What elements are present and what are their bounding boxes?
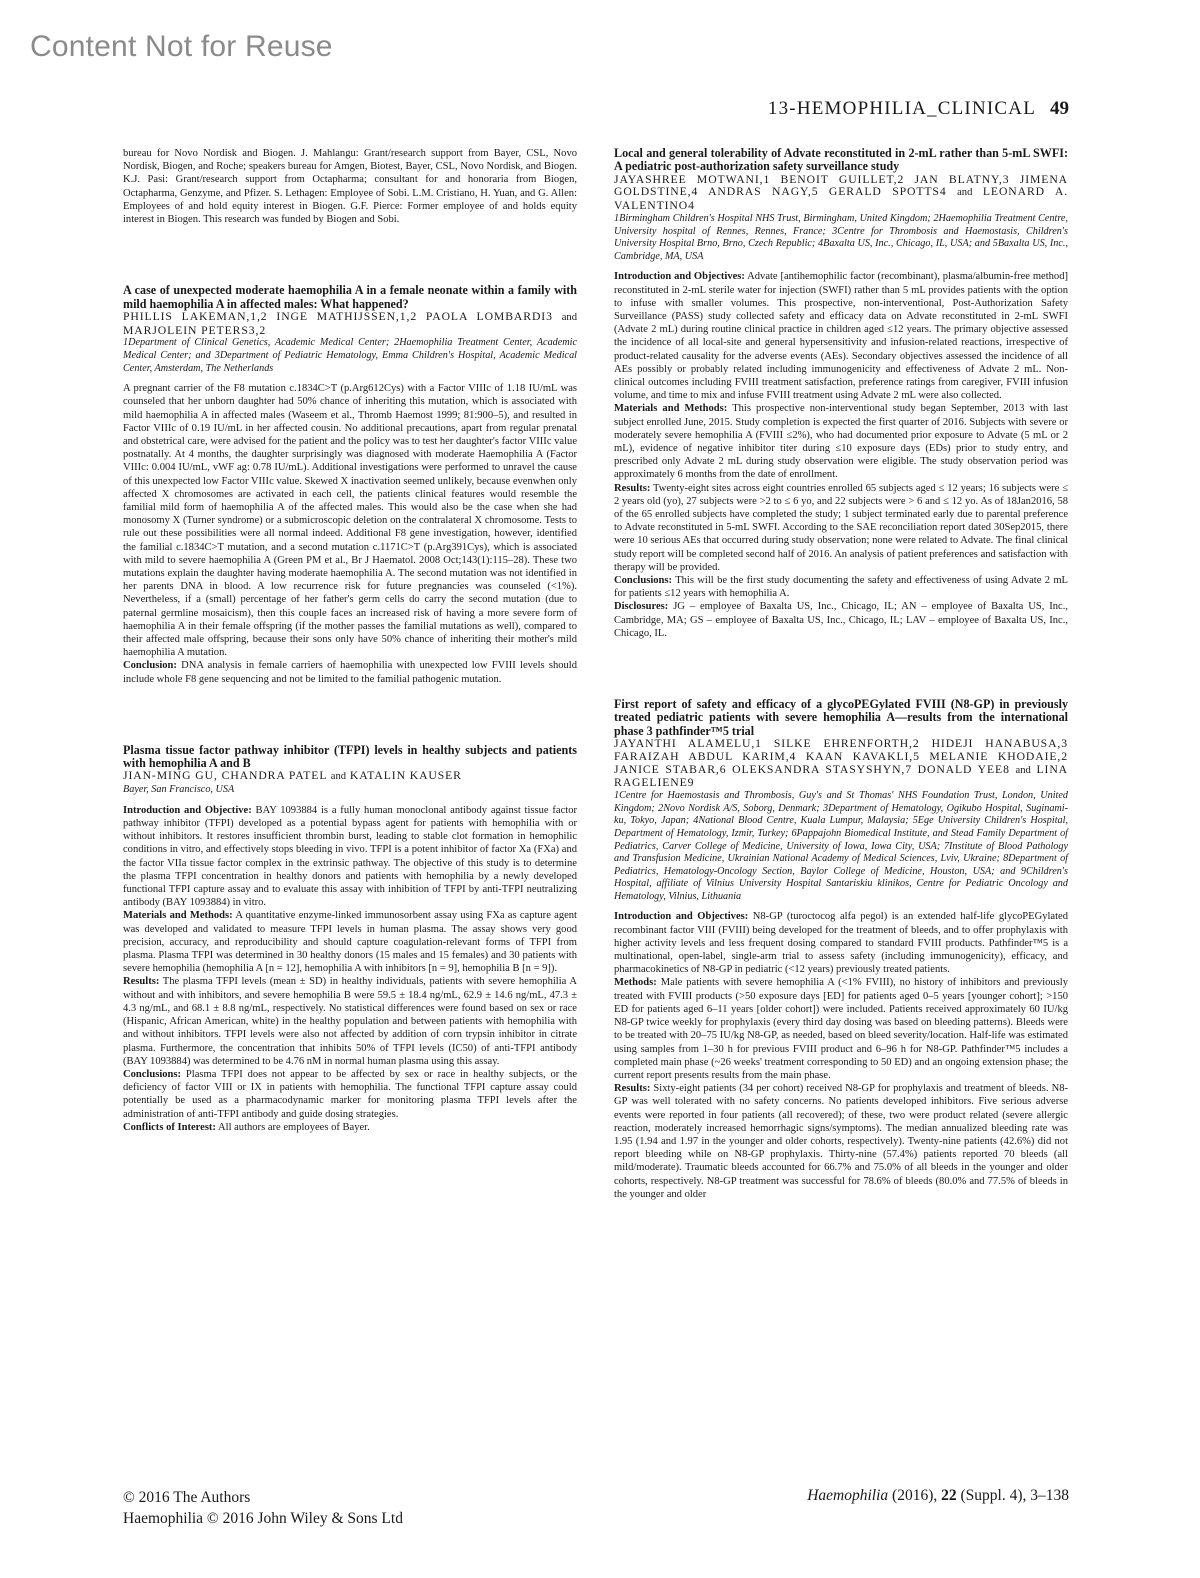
abstract-results: Results: Twenty-eight sites across eight countries enrolled 65 subjects aged ≤ 12 years; 16 subjects were ≤ 2 years old (yo), 27 subjects were >2 to ≤ 6 yo, and 22 subjects were > 6 and ≤ 12 yo. As of 18Jan2016, 58 of the 65 enrolled subjects have completed the study; 1 subject terminated early due to parental preference to Advate reconstituted in 5-mL SWFI. According to the SAE reconciliation report dated 30Sep2015, there were 10 serious AEs that occurred during study observation; none were related to Advate. The final clinical study report will be completed second half of 2016. An analysis of patient preferences and satisfaction with therapy will be provided.: [614, 482, 1068, 573]
abstract-introduction: Introduction and Objectives: Advate [antihemophilic factor (recombinant), plasma/albumin-free method] reconstituted in 2-mL sterile water for injection (SWFI) rather than 5 mL provides patients with the option to infuse with smaller volumes. This prospective, non-interventional, Post-Authorization Safety Surveillance (PASS) study collected safety and efficacy data on Advate reconstituted in 2-mL SWFI (Advate 2 mL) during routine clinical practice in children aged ≤12 years. The primary objective assessed the incidence of all local-site and general hypersensitivity and infusion-related reactions, irrespective of product-related causality for the adverse events (AEs). Secondary objectives assessed the incidence of all AEs possibly or probably related including immunogenicity and effectiveness of Advate 2 mL. Non-clinical outcomes including FVIII treatment satisfaction, preference ratings from caregiver, FVIII infusion volume, and time to mix and infuse FVIII treatment using Advate 2 mL were also collected.: [614, 271, 1068, 402]
abstract-affiliations: 1Birmingham Children's Hospital NHS Trust, Birmingham, United Kingdom; 2Haemophilia Treatment Centre, University hospital of Rennes, Rennes, France; 3Centre for Thrombosis and Haemostasis, Children's University Hospital Brno, Brno, Czech Republic; 4Baxalta US, Inc., Chicago, IL, USA; and 5Baxalta US, Inc., Cambridge, MA, USA: [614, 212, 1068, 262]
running-head: [768, 98, 1069, 120]
abstract-title: First report of safety and efficacy of a glycoPEGylated FVIII (N8-GP) in previously treated pediatric patients with severe hemophilia A—results from the international phase 3 pathfinder™5 trial: [614, 697, 1068, 738]
continuation-text: bureau for Novo Nordisk and Biogen. J. Mahlangu: Grant/research support from Bayer, CSL, Novo Nordisk, Biogen, and Roche; speakers bureau for Amgen, Biotest, Bayer, CSL, Novo Nordisk, and Biogen. K.J. Pasi: Grant/research support from Octapharma; consultant for and honoraria from Biogen, Octapharma, Genzyme, and Pfizer. S. Lethagen: Employee of Sobi. L.M. Cristiano, H. Yuan, and G. Allen: Employees of and hold equity interest in Biogen. G.F. Pierce: Former employee of and holds equity interest in Biogen. This research was funded by Biogen and Sobi.: [123, 148, 577, 226]
abstract-affiliations: 1Department of Clinical Genetics, Academic Medical Center; 2Haemophilia Treatment Center, Academic Medical Center; and 3Department of Pediatric Hematology, Emma Children's Hospital, Academic Medical Center, Amsterdam, The Netherlands: [123, 337, 577, 374]
abstract-female-neonate: [123, 284, 577, 686]
abstract-authors: JAYANTHI ALAMELU,1 SILKE EHRENFORTH,2 HIDEJI HANABUSA,3 FARAIZAH ABDUL KARIM,4 KAAN KAVAKLI,5 MELANIE KHODAIE,2 JANICE STABAR,6 OLEKSANDRA STASYSHYN,7 DONALD YEE8 and LINA RAGELIENE9: [614, 736, 1068, 790]
abstract-methods: Methods: Male patients with severe hemophilia A (<1% FVIII), no history of inhibitors and previously treated with FVIII products (>50 exposure days [ED] for patients aged 0–5 years [younger cohort]; >150 ED for patients aged 6–11 years [older cohort]) were included. Patients received approximately 60 IU/kg N8-GP twice weekly for prophylaxis (every third day dosing was based on bleeding patterns). Bleeds were to be treated with 20–75 IU/kg N8-GP, as needed, based on bleed severity/location. Half-life was estimated using samples from 1–30 h for previous FVIII product and 6–96 h for N8-GP. Pathfinder™5 includes a completed main phase (~26 weeks' treatment corresponding to 50 ED) and an ongoing extension phase; the current report presents results from the main phase.: [614, 977, 1068, 1081]
abstract-affiliations: Bayer, San Francisco, USA: [123, 784, 235, 796]
volume: 22: [941, 1487, 957, 1504]
copyright-line: © 2016 The Authors: [123, 1489, 251, 1506]
footer-citation: [807, 1487, 1069, 1505]
abstract-methods: Materials and Methods: A quantitative enzyme-linked immunosorbent assay using FXa as capture agent was developed and validated to measure TFPI levels in human plasma. The assay shows very good precision, accuracy, and reproducibility and should capture coagulation-relevant forms of TFPI from plasma. Plasma TFPI was determined in 30 healthy donors (15 males and 15 females) and 30 patients with severe hemophilia (hemophilia A [n = 12], hemophilia A with inhibitors [n = 9], hemophilia B [n = 9]).: [123, 910, 577, 975]
footer-copyright: [123, 1487, 403, 1529]
abstract-authors: JAYASHREE MOTWANI,1 BENOIT GUILLET,2 JAN BLATNY,3 JIMENA GOLDSTINE,4 ANDRAS NAGY,5 GERALD SPOTTS4 and LEONARD A. VALENTINO4: [614, 172, 1069, 213]
abstract-conflicts: Conflicts of Interest: All authors are employees of Bayer.: [123, 1121, 370, 1133]
abstract-affiliations: 1Centre for Haemostasis and Thrombosis, Guy's and St Thomas' NHS Foundation Trust, London, United Kingdom; 2Novo Nordisk A/S, Soborg, Denmark; 3Department of Hematology, Ogikubo Hospital, Suginami-ku, Tokyo, Japan; 4National Blood Centre, Kuala Lumpur, Malaysia; 5Ege University Children's Hospital, Department of Hematology, Izmir, Turkey; 6Pappajohn Biomedical Institute, and Stead Family Department of Pediatrics, Carver College of Medicine, University of Iowa, Iowa City, USA; 7Institute of Blood Pathology and Transfusion Medicine, Ukrainian National Academy of Medical Sciences, Lviv, Ukraine; 8Department of Pediatrics, Hematology-Oncology Section, Baylor College of Medicine, Houston, USA; and 9Children's Hospital, affiliate of Vilnius University Hospital Santariskiu klinikos, Centre for Pediatric Oncology and Hematology, Vilnius, Lithuania: [614, 790, 1068, 902]
journal-name: Haemophilia: [807, 1487, 889, 1504]
abstract-conclusions: Conclusions: Plasma TFPI does not appear to be affected by sex or race in healthy subjects, or the deficiency of factor VIII or IX in patients with hemophilia. The functional TFPI capture assay could potentially be used as a pharmacodynamic marker for monitoring plasma TFPI levels after the administration of anti-TFPI antibody and guide dosing strategies.: [123, 1068, 578, 1120]
page-number: 49: [1050, 98, 1069, 119]
section-title: 13-HEMOPHILIA_CLINICAL: [767, 98, 1036, 119]
abstract-title: Plasma tissue factor pathway inhibitor (TFPI) levels in healthy subjects and patients with hemophilia A and B: [123, 742, 577, 771]
watermark: Content Not for Reuse: [30, 30, 333, 63]
abstract-advate-2ml: [614, 147, 1068, 640]
abstract-conclusions: Conclusions: This will be the first study documenting the safety and effectiveness of using Advate 2 mL for patients ≤12 years with hemophilia A.: [614, 575, 1069, 600]
abstract-conclusion: Conclusion: DNA analysis in female carriers of haemophilia with unexpected low FVIII levels should include whole F8 gene sequencing and not be limited to the familial pathogenic mutation.: [123, 660, 578, 685]
abstract-results: Results: The plasma TFPI levels (mean ± SD) in healthy individuals, patients with severe hemophilia A without and with inhibitors, and severe hemophilia B were 59.5 ± 18.4 ng/mL, 62.9 ± 14.6 ng/mL, 47.3 ± 4.3 ng/mL, and 68.1 ± 8.8 ng/mL, respectively. No statistical differences were found based on sex or race (Hispanic, African American, white) in the healthy population and between patients with hemophilia with and without inhibitors. TFPI levels were also not affected by addition of corn trypsin inhibitor in citrate plasma. Furthermore, the concentration that inhibits 50% of TFPI levels (IC50) of anti-TFPI antibody (BAY 1093884) was determined to be 4.76 nM in normal human plasma using this assay.: [123, 976, 577, 1067]
abstract-introduction: Introduction and Objectives: N8-GP (turoctocog alfa pegol) is an extended half-life glycoPEGylated recombinant factor VIII (FVIII) being developed for the treatment of bleeds, and to offer prophylaxis with higher activity levels and less frequent dosing compared to standard FVIII products. Pathfinder™5 is a multinational, open-label, single-arm trial to assess safety (including immunogenicity), efficacy, and pharmacokinetics of N8-GP in pediatric (<12 years) previously treated patients.: [614, 911, 1068, 976]
abstract-disclosures: Disclosures: JG – employee of Baxalta US, Inc., Chicago, IL; AN – employee of Baxalta US, Inc., Cambridge, MA; GS – employee of Baxalta US, Inc., Chicago, IL; LAV – employee of Baxalta US, Inc., Chicago, IL.: [614, 601, 1068, 639]
citation-year: (2016),: [892, 1487, 938, 1504]
abstract-title: Local and general tolerability of Advate reconstituted in 2-mL rather than 5-mL SWFI: A pediatric post-authorization safety surveillance study: [614, 146, 1068, 174]
abstract-body: A pregnant carrier of the F8 mutation c.1834C>T (p.Arg612Cys) with a Factor VIIIc of 1.18 IU/mL was counseled that her unborn daughter had 50% chance of inheriting this mutation, which is associated with mild haemophilia A in affected males (Waseem et al., Thromb Haemost 1999; 81:900–5), and resulted in Factor VIIIc of 0.19 IU/mL in her affected cousin. No additional precautions, apart from regular prenatal and obstetrical care, were advised for the patient and the policy was to test her daughter's factor VIIIc value postnatally. At 4 months, the daughter surprisingly was diagnosed with moderate Haemophilia A (Factor VIIIc: 0.004 IU/mL, vWF ag: 0.78 IU/mL). Additional investigations were performed to unravel the cause of this unexpected low Factor VIIIc value. Skewed X inactivation seemed unlikely, because evenwhen only affected X chromosomes are activated in each cell, the patients clinical features would resemble the familial mild form of haemophilia A of the affected males. This would also be the case when she had monosomy X (Turner syndrome) or a submicroscopic deletion on the contralateral X chromosome. Tests to rule out these possibilities were all normal indeed. Additional F8 gene investigation, however, identified the familial c.1834C>T mutation, and a second mutation c.1171C>T (p.Arg391Cys), which is associated with mild to severe haemophilia A (Green PM et al., Br J Haematol. 2008 Oct;143(1):115–28). These two mutations explain the daughter having moderate haemophilia A. The second mutation was not identified in her parents DNA in blood. A low recurrence risk for future pregnancies was counseled (<1%). Nevertheless, if a (small) percentage of her father's germ cells do carry the second mutation (due to paternal germline mosaicism), then this couple faces an increased risk of having a more severe form of haemophilia A in their female offspring (if the mother passes the familial mutations as well), compared to their affected male offspring, because their sons only have 50% chance of inheriting their mother's mild haemophilia A mutation.: [123, 383, 577, 659]
abstract-tfpi-levels: [123, 744, 577, 1134]
abstract-introduction: Introduction and Objective: BAY 1093884 is a fully human monoclonal antibody against tissue factor pathway inhibitor (TFPI) developed as a potential bypass agent for patients with hemophilia with or without inhibitors. It restores insufficient thrombin burst, leading to stable clot formation in hemophilic conditions in vitro, and effectively stops bleeding in vivo. TFPI is a potent inhibitor of factor Xa (FXa) and the factor VIIa tissue factor complex in the extrinsic pathway. The objective of this study is to determine the plasma TFPI concentration in healthy donors and patients with hemophilia by a newly developed functional TFPI capture assay and to evaluate this assay with inhibition of TFPI by anti-TFPI neutralizing antibody (BAY 1093884) in vitro.: [123, 804, 577, 909]
abstract-methods: Materials and Methods: This prospective non-interventional study began September, 2013 with last subject enrolled June, 2015. Study completion is expected the first quarter of 2016. Subjects with severe or moderately severe hemophilia A (FVIII ≤2%), who had documented prior exposure to Advate (5 mL or 2 mL), evidence of negative inhibitor titer during ≤10 exposure days (EDs) prior to study entry, and prescribed only Advate 2 mL during study observation were eligible. The study observation period was approximately 6 months from the date of enrollment.: [614, 403, 1069, 481]
abstract-n8gp-pathfinder5: [614, 698, 1068, 1201]
publisher-line: Haemophilia © 2016 John Wiley & Sons Ltd: [123, 1510, 403, 1527]
issue-pages: (Suppl. 4), 3–138: [960, 1487, 1069, 1504]
abstract-title: A case of unexpected moderate haemophilia A in a female neonate within a family with mild haemophilia A in affected males: What happened?: [123, 283, 577, 311]
abstract-authors: JIAN-MING GU, CHANDRA PATEL and KATALIN KAUSER: [123, 769, 462, 783]
abstract-authors: PHILLIS LAKEMAN,1,2 INGE MATHIJSSEN,1,2 PAOLA LOMBARDI3 and MARJOLEIN PETERS3,2: [123, 309, 577, 337]
left-column: [123, 147, 577, 1134]
abstract-results: Results: Sixty-eight patients (34 per cohort) received N8-GP for prophylaxis and treatment of bleeds. N8-GP was well tolerated with no safety concerns. No patients developed inhibitors. Five serious adverse events were reported in four patients (all recovered); of these, two were product related (severe allergic reaction, moderately increased hemorrhagic signs/symptoms). The median annualized bleeding rate was 1.95 (1.94 and 1.97 in the younger and older cohorts, respectively). Twenty-nine patients (42.6%) did not report bleeding while on N8-GP prophylaxis. Thirty-nine (57.4%) patients reported 70 bleeds (all mild/moderate). Traumatic bleeds accounted for 66.7% and 75.0% of all bleeds in the younger and older cohorts, respectively. N8-GP treatment was successful for 78.6% of bleeds (80.0% and 77.5% of bleeds in the younger and older: [614, 1083, 1069, 1200]
right-column: [614, 147, 1068, 1201]
